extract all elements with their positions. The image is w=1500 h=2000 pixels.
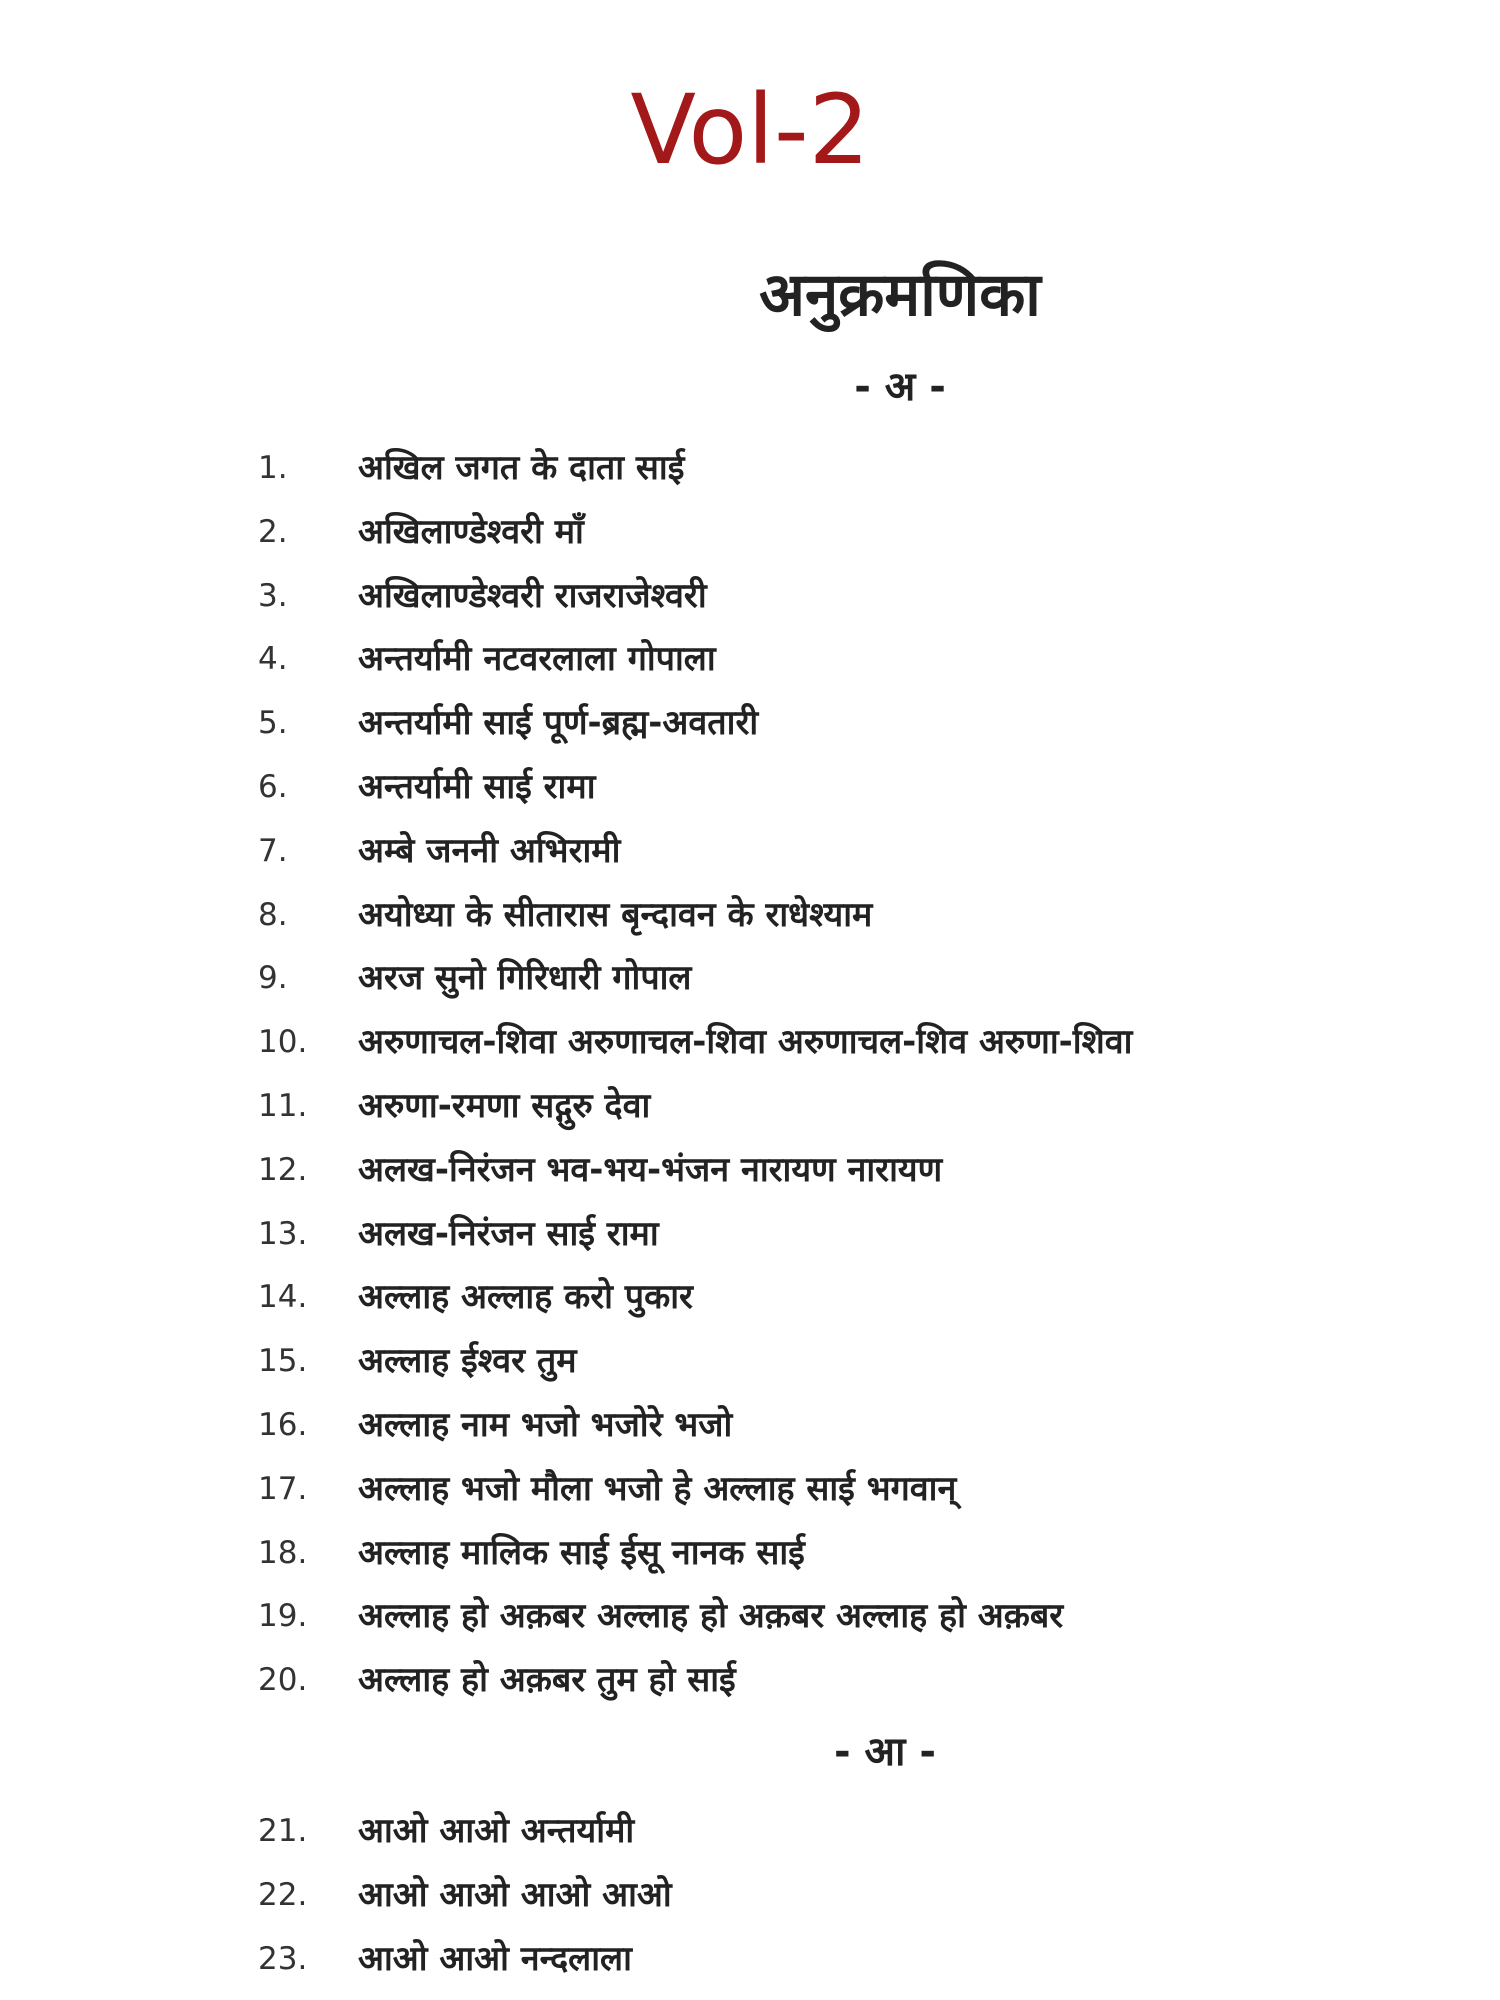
entry-number: 21. xyxy=(258,1813,308,1849)
entry-title: अल्लाह हो अक़बर अल्लाह हो अक़बर अल्लाह हो अक़बर xyxy=(358,1596,1064,1637)
entry-number: 3. xyxy=(258,577,288,614)
index-entry xyxy=(0,1011,1500,1075)
index-list-a xyxy=(0,437,1500,1713)
index-entry xyxy=(0,1139,1500,1203)
index-entry xyxy=(0,565,1500,629)
entry-title: अरुणा-रमणा सद्गुरु देवा xyxy=(358,1085,651,1126)
section-heading-a: - अ - xyxy=(854,364,946,410)
entry-number: 22. xyxy=(258,1876,308,1913)
index-entry xyxy=(0,947,1500,1011)
entry-title: अरज सुनो गिरिधारी गोपाल xyxy=(358,958,692,999)
entry-title: अन्तर्यामी नटवरलाला गोपाला xyxy=(358,639,716,680)
entry-title: अखिलाण्डेश्वरी राजराजेश्वरी xyxy=(358,575,707,616)
index-entry xyxy=(0,1394,1500,1458)
entry-number: 16. xyxy=(258,1406,308,1443)
index-entry xyxy=(0,1864,1500,1928)
entry-number: 11. xyxy=(258,1087,308,1124)
index-entry xyxy=(0,1458,1500,1522)
entry-title: अल्लाह भजो मौला भजो हे अल्लाह साई भगवान् xyxy=(358,1468,957,1509)
index-entry xyxy=(0,692,1500,756)
index-entry xyxy=(0,501,1500,565)
entry-number: 15. xyxy=(258,1343,308,1380)
index-entry xyxy=(0,884,1500,948)
index-entry xyxy=(0,1522,1500,1586)
entry-number: 23. xyxy=(258,1940,308,1977)
entry-title: अखिल जगत के दाता साई xyxy=(358,448,685,488)
index-entry xyxy=(0,628,1500,692)
index-entry xyxy=(0,1330,1500,1394)
entry-title: अल्लाह मालिक साई ईसू नानक साई xyxy=(358,1532,805,1573)
entry-number: 17. xyxy=(258,1470,308,1507)
index-entry xyxy=(0,1800,1500,1864)
entry-number: 13. xyxy=(258,1215,308,1252)
entry-title: अल्लाह अल्लाह करो पुकार xyxy=(358,1277,693,1318)
entry-number: 6. xyxy=(258,768,288,805)
entry-number: 10. xyxy=(258,1024,308,1061)
entry-number: 20. xyxy=(258,1662,308,1699)
entry-number: 19. xyxy=(258,1598,308,1635)
entry-title: अलख-निरंजन साई रामा xyxy=(358,1213,659,1254)
index-entry xyxy=(0,1649,1500,1713)
entry-title: अम्बे जननी अभिरामी xyxy=(358,830,621,871)
entry-title: अल्लाह नाम भजो भजोरे भजो xyxy=(358,1404,733,1445)
entry-number: 12. xyxy=(258,1151,308,1188)
index-entry xyxy=(0,1928,1500,1992)
entry-title: आओ आओ नन्दलाला xyxy=(358,1938,632,1979)
entry-title: अल्लाह हो अक़बर तुम हो साई xyxy=(358,1660,736,1701)
entry-number: 5. xyxy=(258,705,288,742)
entry-title: अलख-निरंजन भव-भय-भंजन नारायण नारायण xyxy=(358,1149,943,1190)
section-heading-aa: - आ - xyxy=(834,1729,936,1775)
entry-number: 14. xyxy=(258,1279,308,1316)
entry-title: अखिलाण्डेश्वरी माँ xyxy=(358,511,584,552)
index-entry xyxy=(0,820,1500,884)
entry-title: अयोध्या के सीतारास बृन्दावन के राधेश्याम xyxy=(358,894,873,935)
entry-number: 7. xyxy=(258,832,288,869)
index-entry xyxy=(0,1266,1500,1330)
entry-title: आओ आओ आओ आओ xyxy=(358,1874,672,1915)
index-entry xyxy=(0,1203,1500,1267)
entry-number: 2. xyxy=(258,513,288,550)
index-list-aa xyxy=(0,1800,1500,1991)
entry-title: अरुणाचल-शिवा अरुणाचल-शिवा अरुणाचल-शिव अरुणा-शिवा xyxy=(358,1022,1133,1063)
entry-title: आओ आओ अन्तर्यामी xyxy=(358,1811,635,1851)
entry-number: 9. xyxy=(258,960,288,997)
index-entry xyxy=(0,756,1500,820)
entry-number: 1. xyxy=(258,450,288,486)
index-entry xyxy=(0,437,1500,501)
entry-number: 4. xyxy=(258,641,288,678)
entry-title: अल्लाह ईश्वर तुम xyxy=(358,1341,577,1382)
index-entry xyxy=(0,1075,1500,1139)
index-entry xyxy=(0,1585,1500,1649)
volume-label: Vol-2 xyxy=(630,74,870,186)
entry-number: 18. xyxy=(258,1534,308,1571)
page-title: अनुक्रमणिका xyxy=(759,260,1041,330)
entry-title: अन्तर्यामी साई रामा xyxy=(358,766,596,807)
entry-title: अन्तर्यामी साई पूर्ण-ब्रह्म-अवतारी xyxy=(358,703,759,744)
entry-number: 8. xyxy=(258,896,288,933)
